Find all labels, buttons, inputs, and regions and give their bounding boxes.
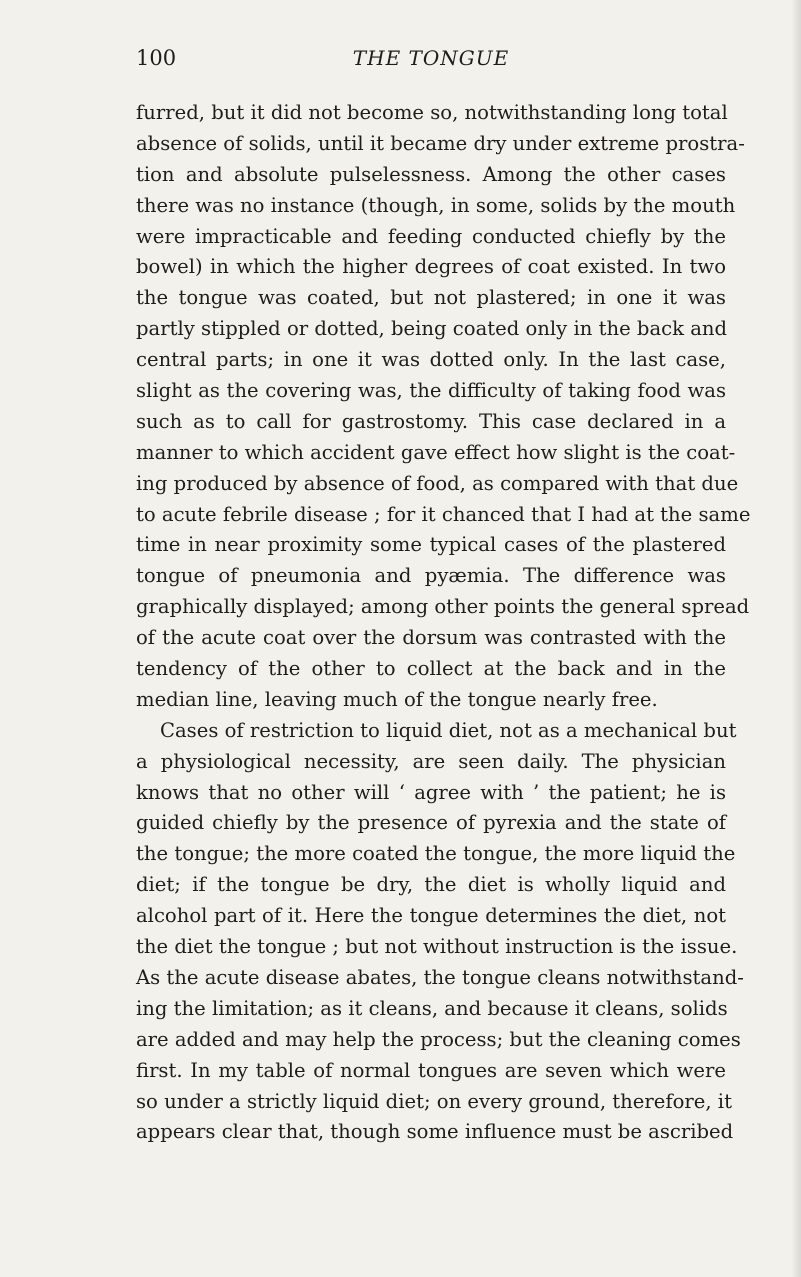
text-line: tendency of the other to collect at the back and in the [136,657,726,681]
text-line: a physiological necessity, are seen daily. The physician [136,749,726,773]
text-line: slight as the covering was, the difficulty of taking food was [136,379,726,403]
running-title: THE TONGUE [352,46,510,70]
text-line: tion and absolute pulselessness. Among the other cases [136,162,726,186]
running-header [136,44,726,72]
text-line: absence of solids, until it became dry under extreme prostra- [136,131,745,155]
text-line: there was no instance (though, in some, solids by the mouth [136,193,736,217]
text-line: diet; if the tongue be dry, the diet is wholly liquid and [136,873,726,897]
text-line: guided chiefly by the presence of pyrexia and the state of [136,811,726,835]
text-line: As the acute disease abates, the tongue cleans notwithstand- [136,965,744,989]
text-line: the diet the tongue ; but not without instruction is the issue. [136,935,738,959]
text-line: so under a strictly liquid diet; on every ground, therefore, it [136,1089,732,1113]
text-line: central parts; in one it was dotted only. In the last case, [136,348,726,372]
text-line: tongue of pneumonia and pyæmia. The difference was [136,564,726,588]
text-line-paragraph-start: Cases of restriction to liquid diet, not as a mechanical but [160,718,737,742]
text-line: are added and may help the process; but the cleaning comes [136,1027,741,1051]
text-line: such as to call for gastrostomy. This case declared in a [136,409,726,433]
text-line: ing produced by absence of food, as compared with that due [136,471,739,495]
text-line: of the acute coat over the dorsum was contrasted with the [136,626,726,650]
text-line: bowel) in which the higher degrees of coat existed. In two [136,255,726,279]
page-edge-shadow [791,0,801,1277]
text-line: knows that no other will ‘ agree with ’ the patient; he is [136,780,726,804]
text-line: alcohol part of it. Here the tongue determines the diet, not [136,904,726,928]
text-line: graphically displayed; among other points the general spread [136,595,750,619]
text-line: first. In my table of normal tongues are seven which were [136,1058,726,1082]
text-line: ing the limitation; as it cleans, and because it cleans, solids [136,996,728,1020]
text-line: were impracticable and feeding conducted chiefly by the [136,224,726,248]
body-text [136,98,751,1148]
text-line-paragraph-end: median line, leaving much of the tongue nearly free. [136,687,658,711]
text-line: partly stippled or dotted, being coated only in the back and [136,317,728,341]
text-line: time in near proximity some typical cases of the plastered [136,533,726,557]
text-line: the tongue; the more coated the tongue, the more liquid the [136,842,736,866]
text-line: furred, but it did not become so, notwithstanding long total [136,101,728,124]
text-line: to acute febrile disease ; for it chanced that I had at the same [136,502,751,526]
text-line: appears clear that, though some influence must be ascribed [136,1120,734,1144]
text-line: the tongue was coated, but not plastered; in one it was [136,286,726,310]
page-number: 100 [136,46,177,70]
text-line: manner to which accident gave effect how slight is the coat- [136,440,736,464]
